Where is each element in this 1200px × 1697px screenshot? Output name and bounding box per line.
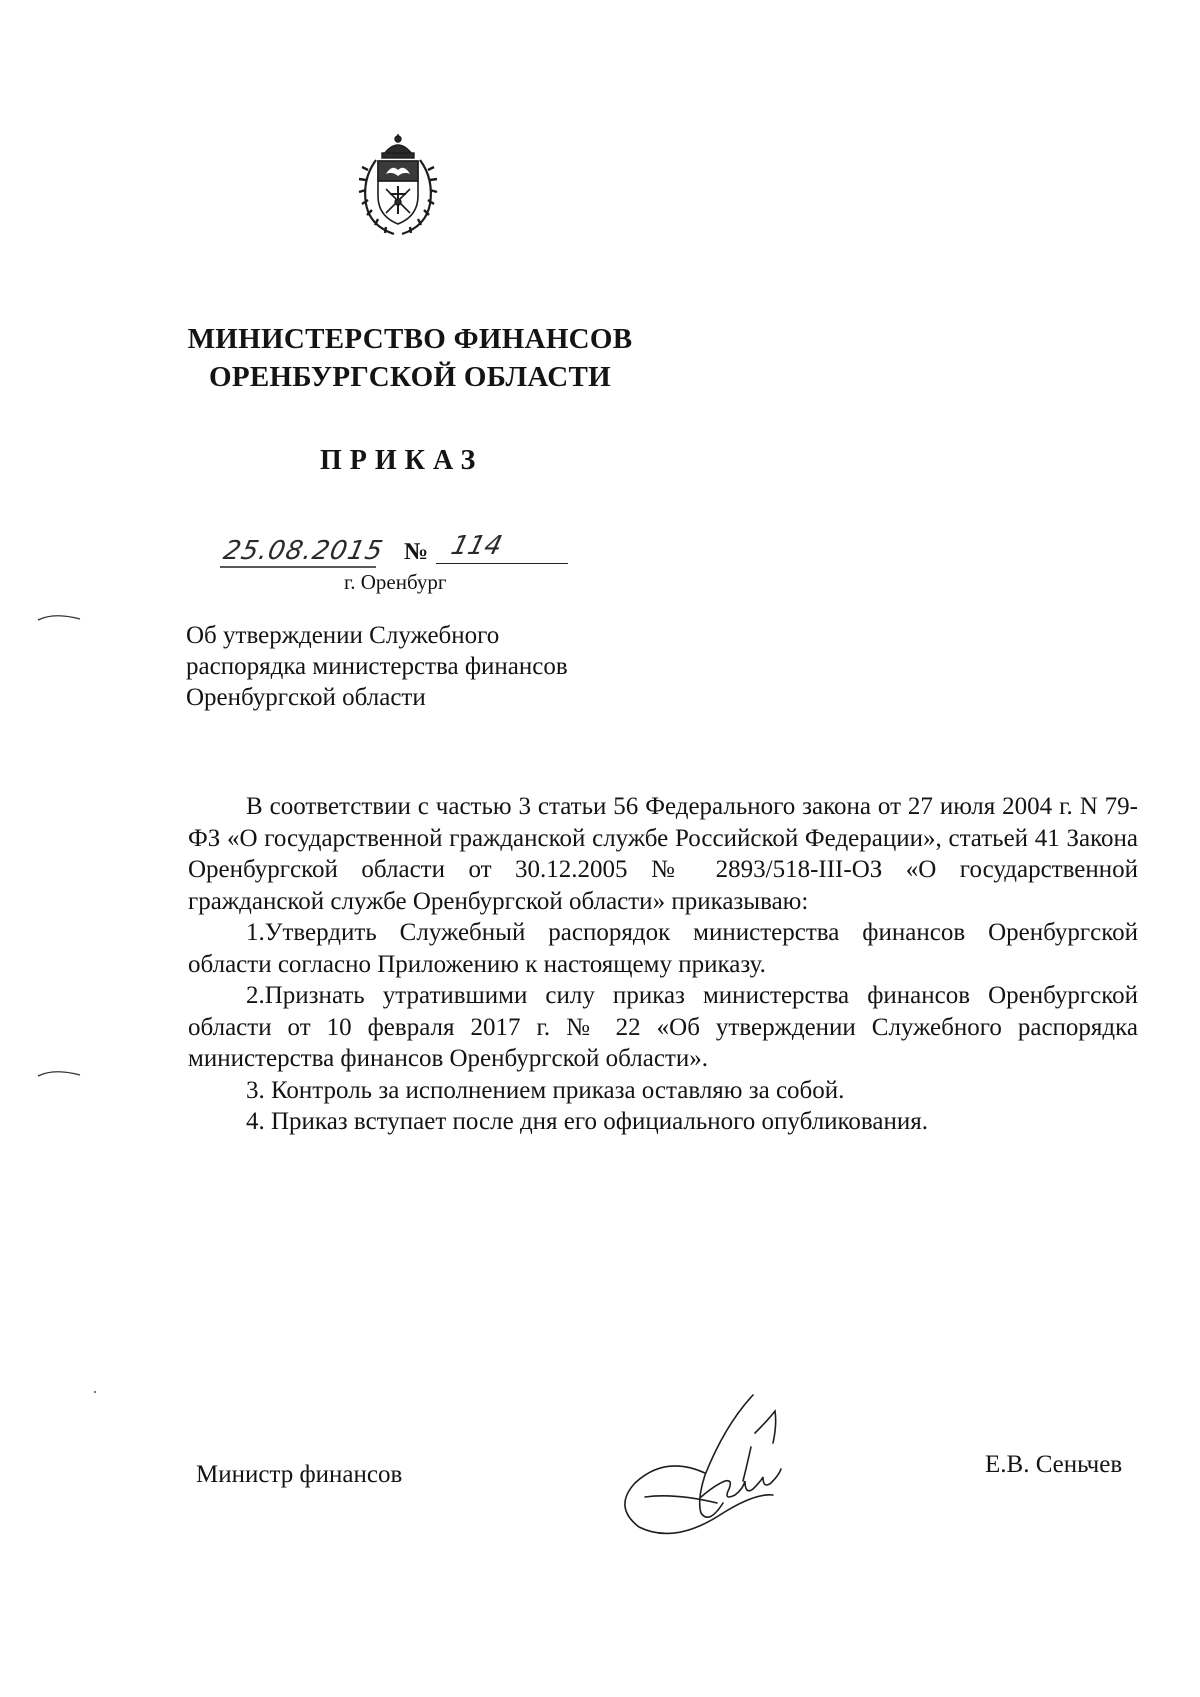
ministry-name (100, 320, 720, 396)
number-sign: № (404, 539, 429, 565)
document-type-title: ПРИКАЗ (320, 445, 484, 476)
preamble-paragraph: В соответствии с частью 3 статьи 56 Федерального закона от 27 июля 2004 г. N 79-ФЗ «О государственной гражданской службе Российской Федерации», статьей 41 Закона Оренбургской области от 30.12.2005 № 2893/518-III-ОЗ «О государственной гражданской службе Оренбургской области» приказываю: (188, 793, 1138, 915)
subject-line: распорядка министерства финансов (186, 653, 568, 680)
document-subject (186, 620, 568, 713)
order-item: 1.Утвердить Служебный распорядок министерства финансов Оренбургской области согласно Приложению к настоящему приказу. (188, 919, 1138, 978)
subject-line: Оренбургской области (186, 684, 426, 711)
coat-of-arms-icon (356, 134, 440, 239)
document-body (188, 791, 1138, 1138)
handwritten-date-text: 25.08.2015 (220, 536, 387, 566)
margin-mark (36, 610, 86, 624)
ministry-name-line2: ОРЕНБУРГСКОЙ ОБЛАСТИ (209, 361, 611, 393)
scan-speck (94, 1391, 96, 1393)
signatory-name: Е.В. Сеньчев (985, 1451, 1123, 1478)
handwritten-signature (605, 1385, 815, 1545)
handwritten-number: 114 (448, 531, 506, 561)
order-item: 3. Контроль за исполнением приказа оставляю за собой. (246, 1076, 845, 1104)
order-item: 4. Приказ вступает после дня его официального опубликования. (246, 1108, 929, 1135)
signatory-position: Министр финансов (196, 1461, 403, 1488)
subject-line: Об утверждении Служебного (186, 622, 500, 649)
order-item: 2.Признать утратившими силу приказ министерства финансов Оренбургской области от 10 февраля 2017 г. № 22 «Об утверждении Служебного распорядка министерства финансов Оренбургской области». (188, 982, 1138, 1072)
ministry-name-line1: МИНИСТЕРСТВО ФИНАНСОВ (187, 323, 633, 355)
city: г. Оренбург (344, 570, 447, 594)
margin-mark (36, 1066, 86, 1080)
